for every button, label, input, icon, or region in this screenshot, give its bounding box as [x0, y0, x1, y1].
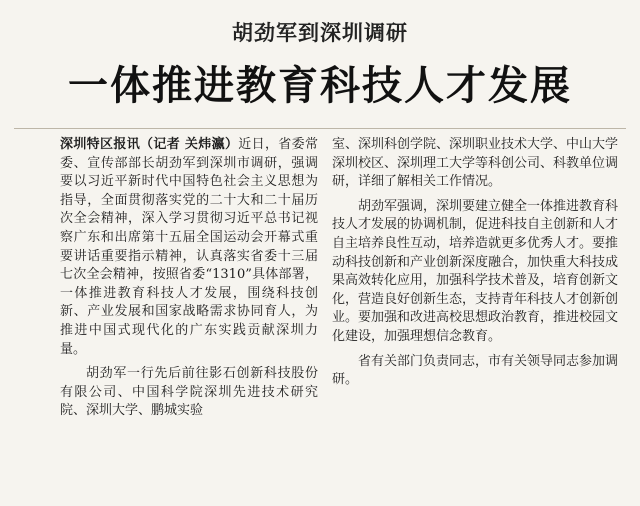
body-paragraph: 胡劲军强调，深圳要建立健全一体推进教育科技人才发展的协调机制，促进科技自主创新和人才自主培养良性互动，培养造就更多优秀人才。要推动科技创新和产业创新深度融合，加快重大科技成果高效转化应用，加强科学技术普及，培育创新文化，营造良好创新生态，支持青年科技人才创新创业。要加强和改进高校思想政治教育，推进校园文化建设，加强理想信念教育。: [332, 198, 619, 344]
dateline: 深圳特区报讯（记者 关炜瀛）: [60, 137, 239, 152]
body-paragraph: 胡劲军一行先后前往影石创新科技股份有限公司、中国科学院深圳先进技术研究院、深圳大学、鹏城实验: [60, 366, 318, 419]
body-paragraph-continued: 室、深圳科创学院、深圳职业技术大学、中山大学深圳校区、深圳理工大学等科创公司、科教单位调研，详细了解相关工作情况。: [332, 137, 619, 190]
article-column-left: [60, 136, 318, 421]
main-headline: 一体推进教育科技人才发展: [68, 63, 572, 109]
lead-paragraph-text: 近日，省委常委、宣传部部长胡劲军到深圳市调研，强调要以习近平新时代中国特色社会主义思想为指导，全面贯彻落实党的二十大和二十届历次全会精神，深入学习贯彻习近平总书记视察广东和出席第十五届全国运动会开幕式重要讲话重要指示精神，认真落实省委十三届七次全会精神，按照省委“1310”具体部署，一体推进教育科技人才发展，围绕科技创新、产业发展和国家战略需求协同育人，为推进中国式现代化的广东实践贡献深圳力量。: [60, 137, 318, 357]
kicker-headline: 胡劲军到深圳调研: [232, 21, 408, 45]
lead-paragraph: [60, 136, 318, 359]
headline-divider: [14, 128, 626, 129]
article-column-right: [332, 136, 618, 390]
closing-paragraph: 省有关部门负责同志，市有关领导同志参加调研。: [332, 353, 619, 388]
